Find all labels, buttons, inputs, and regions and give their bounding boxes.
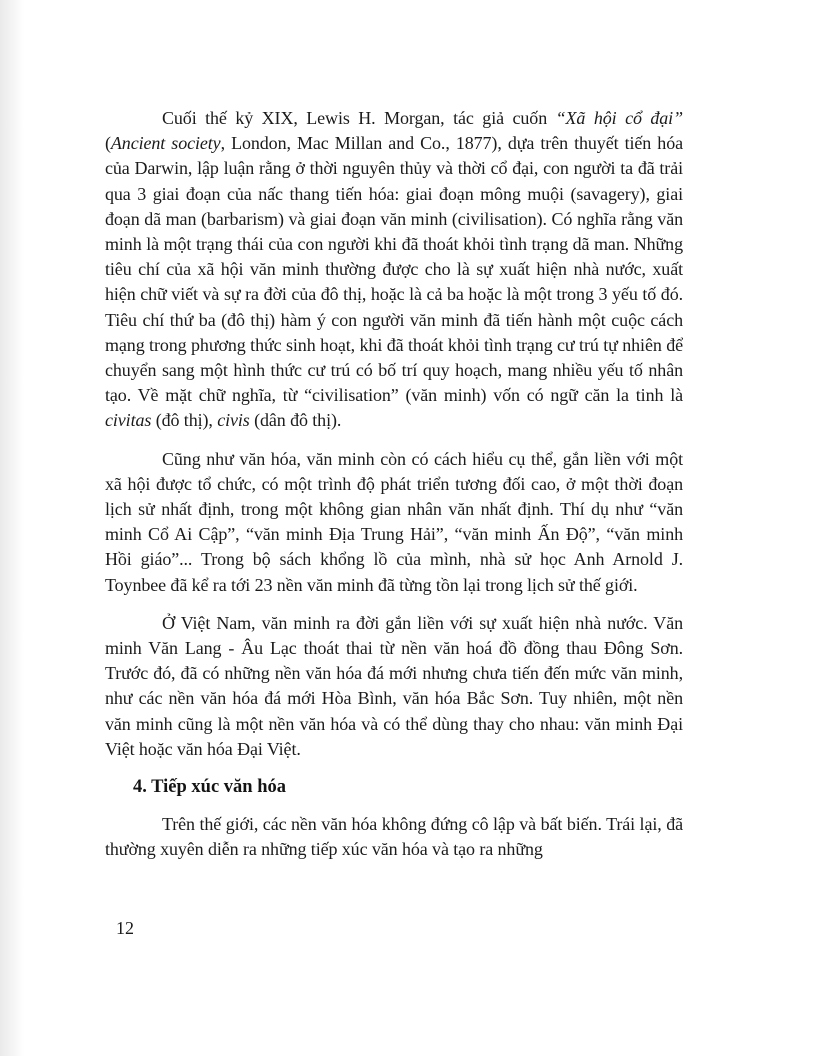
paragraph-morgan-civilisation — [105, 106, 683, 434]
text-run: ( — [105, 133, 111, 154]
page-content — [105, 106, 683, 875]
text-run: Cuối thế kỷ XIX, Lewis H. Morgan, tác giả cuốn — [162, 108, 556, 128]
text-run: Ở Việt Nam, văn minh ra đời gắn liền với sự xuất hiện nhà nước. Văn minh Văn Lang - Âu Lạc thoát thai từ nền văn hoá đồ đồng thau Đông Sơn. Trước đó, đã có những nền văn hóa đá mới nhưng chưa tiến đến mức văn minh, như các nền văn hóa đá mới Hòa Bình, văn hóa Bắc Sơn. Tuy nhiên, một nền văn minh cũng là một nền văn hóa và có thể dùng thay cho nhau: văn minh Đại Việt hoặc văn hóa Đại Việt. — [105, 612, 683, 759]
paragraph-van-minh-cu-the — [105, 447, 683, 598]
scan-gutter-shadow — [0, 0, 24, 1056]
text-run: Cũng như văn hóa, văn minh còn có cách hiểu cụ thể, gắn liền với một xã hội được tổ chức, có một trình độ phát triển tương đối cao, ở một thời đoạn lịch sử nhất định, trong một không gian nhân văn nhất định. Thí dụ như “văn minh Cổ Ai Cập”, “văn minh Địa Trung Hải”, “văn minh Ấn Độ”, “văn minh Hồi giáo”... Trong bộ sách khổng lồ của mình, nhà sử học Anh Arnold J. Toynbee đã kể ra tới 23 nền văn minh đã từng tồn lại trong lịch sử thế giới. — [105, 448, 683, 595]
paragraph-van-minh-viet-nam — [105, 611, 683, 762]
text-run-italic-civitas: civitas — [105, 410, 152, 431]
text-run: (đô thị), — [151, 410, 218, 431]
paragraph-tiep-xuc-intro — [105, 812, 683, 862]
text-run-italic-ancient-society: Ancient society — [110, 133, 221, 154]
text-run: (dân đô thị). — [249, 410, 342, 431]
text-run: Trên thế giới, các nền văn hóa không đứng cô lập và bất biến. Trái lại, đã thường xuyên diễn ra những tiếp xúc văn hóa và tạo ra những — [105, 814, 683, 860]
section-heading-tiep-xuc-van-hoa: 4. Tiếp xúc văn hóa — [133, 777, 287, 798]
text-run: , London, Mac Millan and Co., 1877), dựa trên thuyết tiến hóa của Darwin, lập luận rằng ở thời nguyên thủy và thời cổ đại, con người ta đã trải qua 3 giai đoạn của nấc thang tiến hóa: giai đoạn mông muội (savagery), giai đoạn dã man (barbarism) và giai đoạn văn minh (civilisation). Có nghĩa rằng văn minh là một trạng thái của con người khi đã thoát khỏi tình trạng dã man. Những tiêu chí của xã hội văn minh thường được cho là sự xuất hiện nhà nước, xuất hiện chữ viết và sự ra đời của đô thị, hoặc là cả ba hoặc là một trong 3 yếu tố đó. Tiêu chí thứ ba (đô thị) hàm ý con người văn minh đã tiến hành một cuộc cách mạng trong phương thức sinh hoạt, khi đã thoát khỏi tình trạng cư trú tự nhiên để chuyển sang một hình thức cư trú có bố trí quy hoạch, mang nhiều yếu tố nhân tạo. Về mặt chữ nghĩa, từ “civilisation” (văn minh) vốn có ngữ căn la tinh là — [105, 133, 683, 406]
text-run-italic-book-title: “Xã hội cổ đại” — [555, 108, 683, 128]
text-run-italic-civis: civis — [217, 410, 250, 431]
page-number: 12 — [116, 918, 134, 938]
